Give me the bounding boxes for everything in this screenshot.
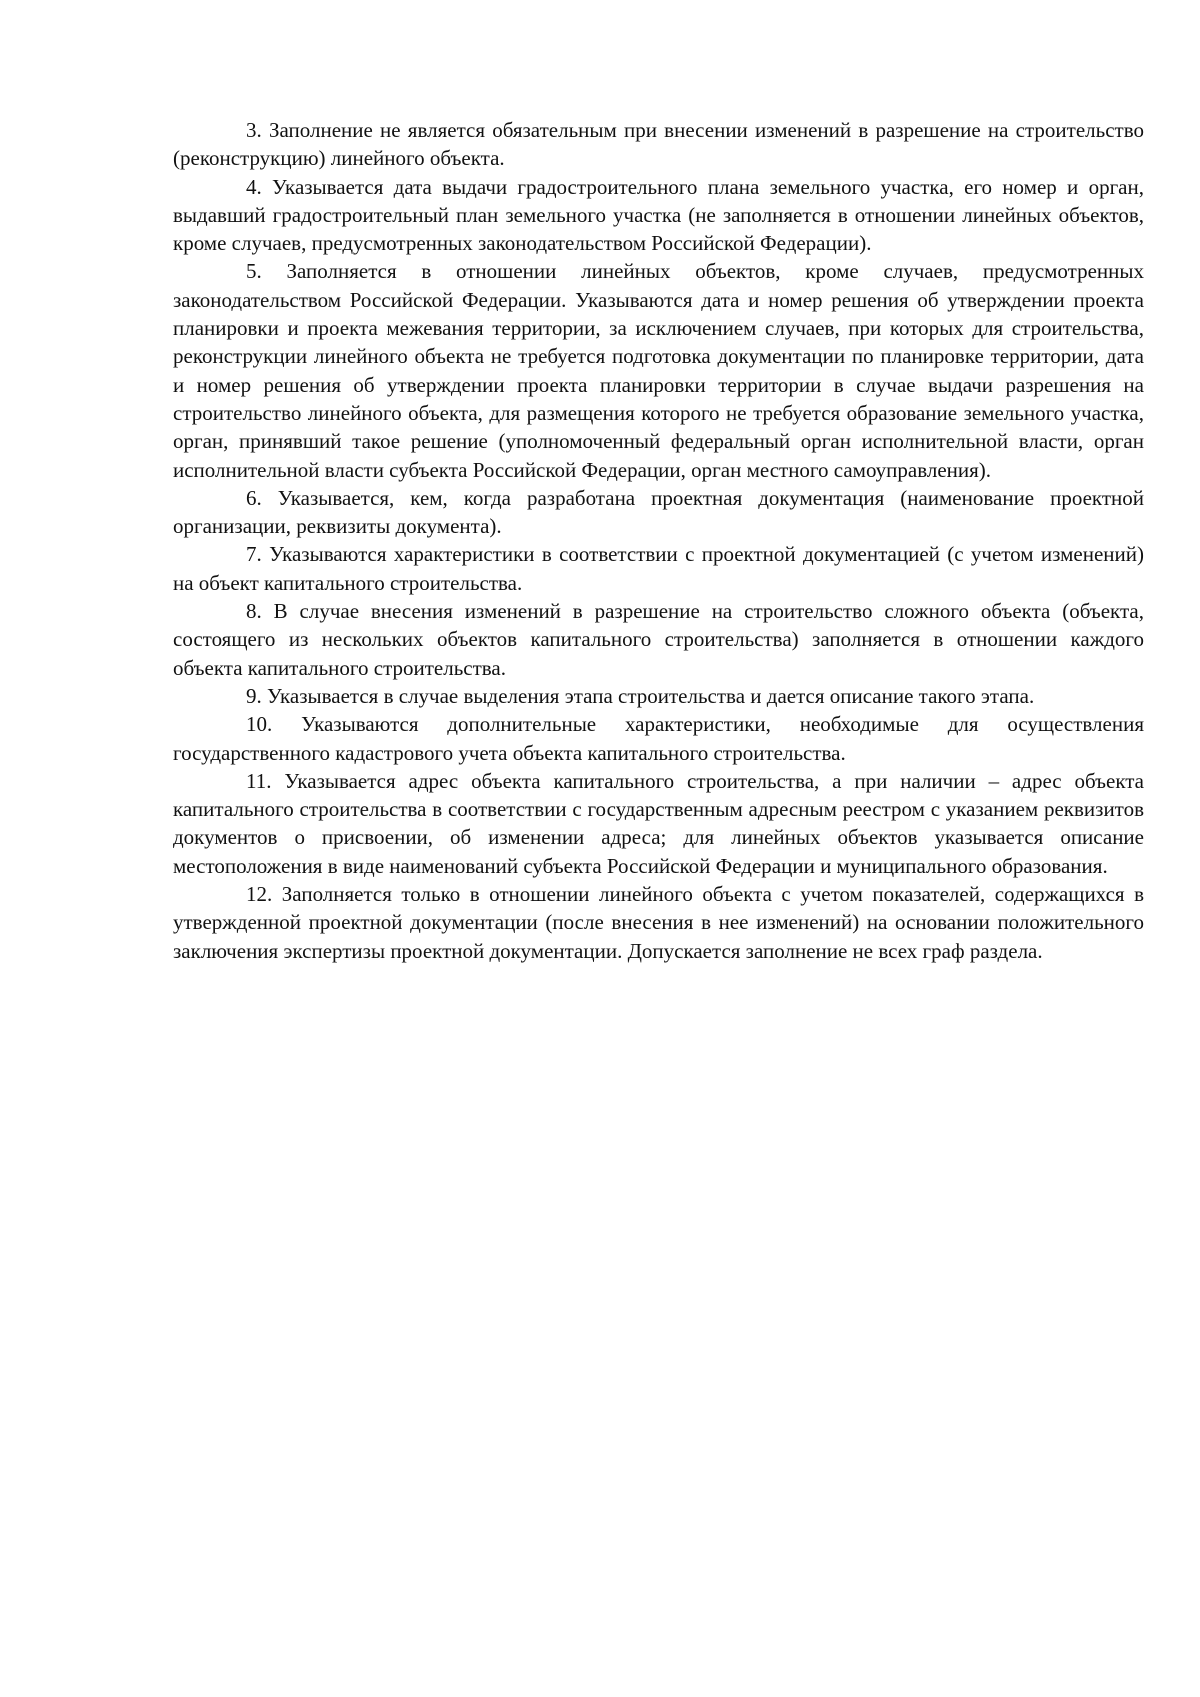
footnote-11: 11. Указывается адрес объекта капитального строительства, а при наличии – адрес объекта капитального строительства в соответствии с государственным адресным реестром с указанием реквизитов документов о присвоении, об изменении адреса; для линейных объектов указывается описание местоположения в виде наименований субъекта Российской Федерации и муниципального образования. [173,768,1144,878]
footnote-7: 7. Указываются характеристики в соответствии с проектной документацией (с учетом изменений) на объект капитального строительства. [173,542,1144,595]
footnote-12: 12. Заполняется только в отношении линейного объекта с учетом показателей, содержащихся в утвержденной проектной документации (после внесения в нее изменений) на основании положительного заключения экспертизы проектной документации. Допускается заполнение не всех граф раздела. [173,882,1144,963]
footnote-8: 8. В случае внесения изменений в разрешение на строительство сложного объекта (объекта, состоящего из нескольких объектов капитального строительства) заполняется в отношении каждого объекта капитального строительства. [173,599,1144,680]
footnote-9: 9. Указывается в случае выделения этапа строительства и дается описание такого этапа. [246,683,1035,708]
footnote-6: 6. Указывается, кем, когда разработана проектная документация (наименование проектной организации, реквизиты документа). [173,485,1144,539]
footnote-5: 5. Заполняется в отношении линейных объектов, кроме случаев, предусмотренных законодательством Российской Федерации. Указываются дата и номер решения об утверждении проекта планировки и проекта межевания территории, за исключением случаев, при которых для строительства, реконструкции линейного объекта не требуется подготовка документации по планировке территории, дата и номер решения об утверждении проекта планировки территории в случае выдачи разрешения на строительство линейного объекта, для размещения которого не требуется образование земельного участка, орган, принявший такое решение (уполномоченный федеральный орган исполнительной власти, орган исполнительной власти субъекта Российской Федерации, орган местного самоуправления). [173,259,1144,482]
footnote-3: 3. Заполнение не является обязательным при внесении изменений в разрешение на строительство (реконструкцию) линейного объекта. [173,118,1144,171]
footnotes-block [173,116,1144,965]
footnote-10: 10. Указываются дополнительные характеристики, необходимые для осуществления государственного кадастрового учета объекта капитального строительства. [173,712,1144,765]
footnote-4: 4. Указывается дата выдачи градостроительного плана земельного участка, его номер и орган, выдавший градостроительный план земельного участка (не заполняется в отношении линейных объектов, кроме случаев, предусмотренных законодательством Российской Федерации). [173,174,1144,256]
